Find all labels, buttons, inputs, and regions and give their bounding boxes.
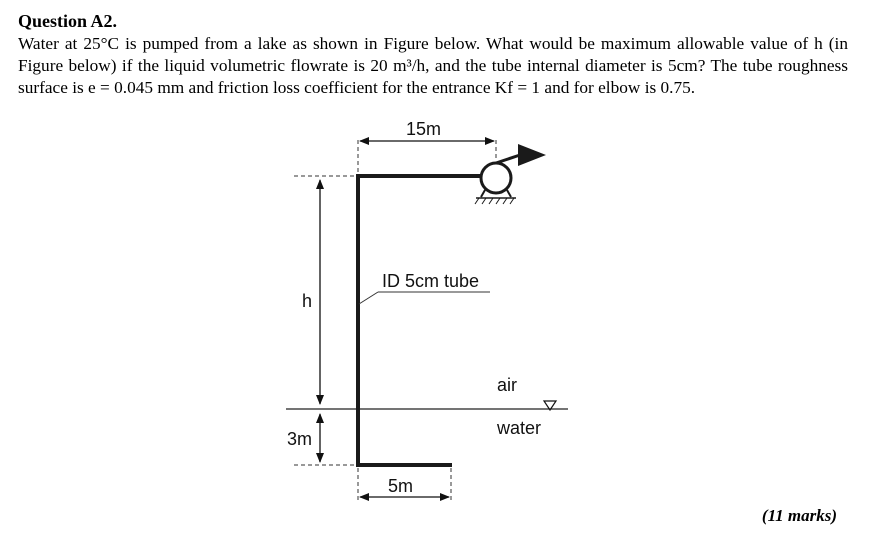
label-tube: ID 5cm tube [382,271,480,291]
discharge-arrow-icon [518,144,546,166]
label-water: water [497,418,542,438]
pump-ground-hatch [475,198,514,204]
label-15m: 15m [406,119,442,139]
pump-support [481,190,485,197]
pump-support [507,190,511,197]
discharge-line [496,155,520,163]
label-air: air [497,375,518,395]
marks-label: (11 marks) [761,506,837,525]
question-title: Question A2. [18,11,118,31]
pump-icon [481,163,511,193]
label-5m: 5m [388,476,414,496]
label-h: h [302,291,313,311]
label-3m: 3m [287,429,313,449]
pipe [358,176,482,465]
question-text: Water at 25°C is pumped from a lake as shown in Figure below. What would be maximum allowable value of h (in Figure below) if the liquid volumetric flowrate is 20 m³/h, and the tube internal diameter is 5cm? The tube roughness surface is e = 0.045 mm and friction loss coefficient for the entrance Kf = 1 and for elbow is 0.75. [18,34,848,97]
tube-leader-line [359,292,378,304]
